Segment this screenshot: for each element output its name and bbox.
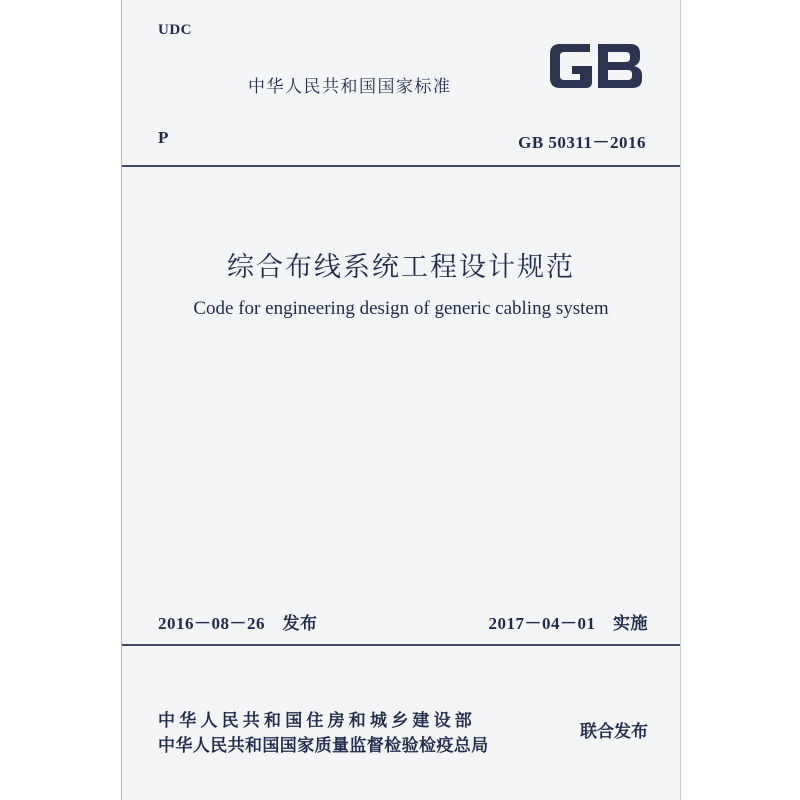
joint-issue-label: 联合发布 bbox=[580, 722, 648, 742]
top-divider bbox=[122, 165, 680, 167]
category-label: P bbox=[158, 128, 169, 147]
standard-cover bbox=[121, 0, 681, 800]
issue-date: 2016－08－26 发布 bbox=[158, 614, 318, 633]
udc-label: UDC bbox=[158, 22, 192, 38]
standard-number: GB 50311－2016 bbox=[518, 133, 646, 152]
gb-logo-icon bbox=[546, 38, 646, 94]
national-standard-label: 中华人民共和国国家标准 bbox=[248, 77, 452, 97]
title-english: Code for engineering design of generic cabling system bbox=[193, 298, 609, 319]
issuer-aqsiq: 中华人民共和国国家质量监督检验检疫总局 bbox=[158, 736, 489, 756]
title-chinese: 综合布线系统工程设计规范 bbox=[227, 252, 575, 283]
issuer-ministry-housing: 中华人民共和国住房和城乡建设部 bbox=[158, 711, 476, 731]
implementation-date: 2017－04－01 实施 bbox=[488, 614, 648, 633]
bottom-divider bbox=[122, 644, 680, 646]
